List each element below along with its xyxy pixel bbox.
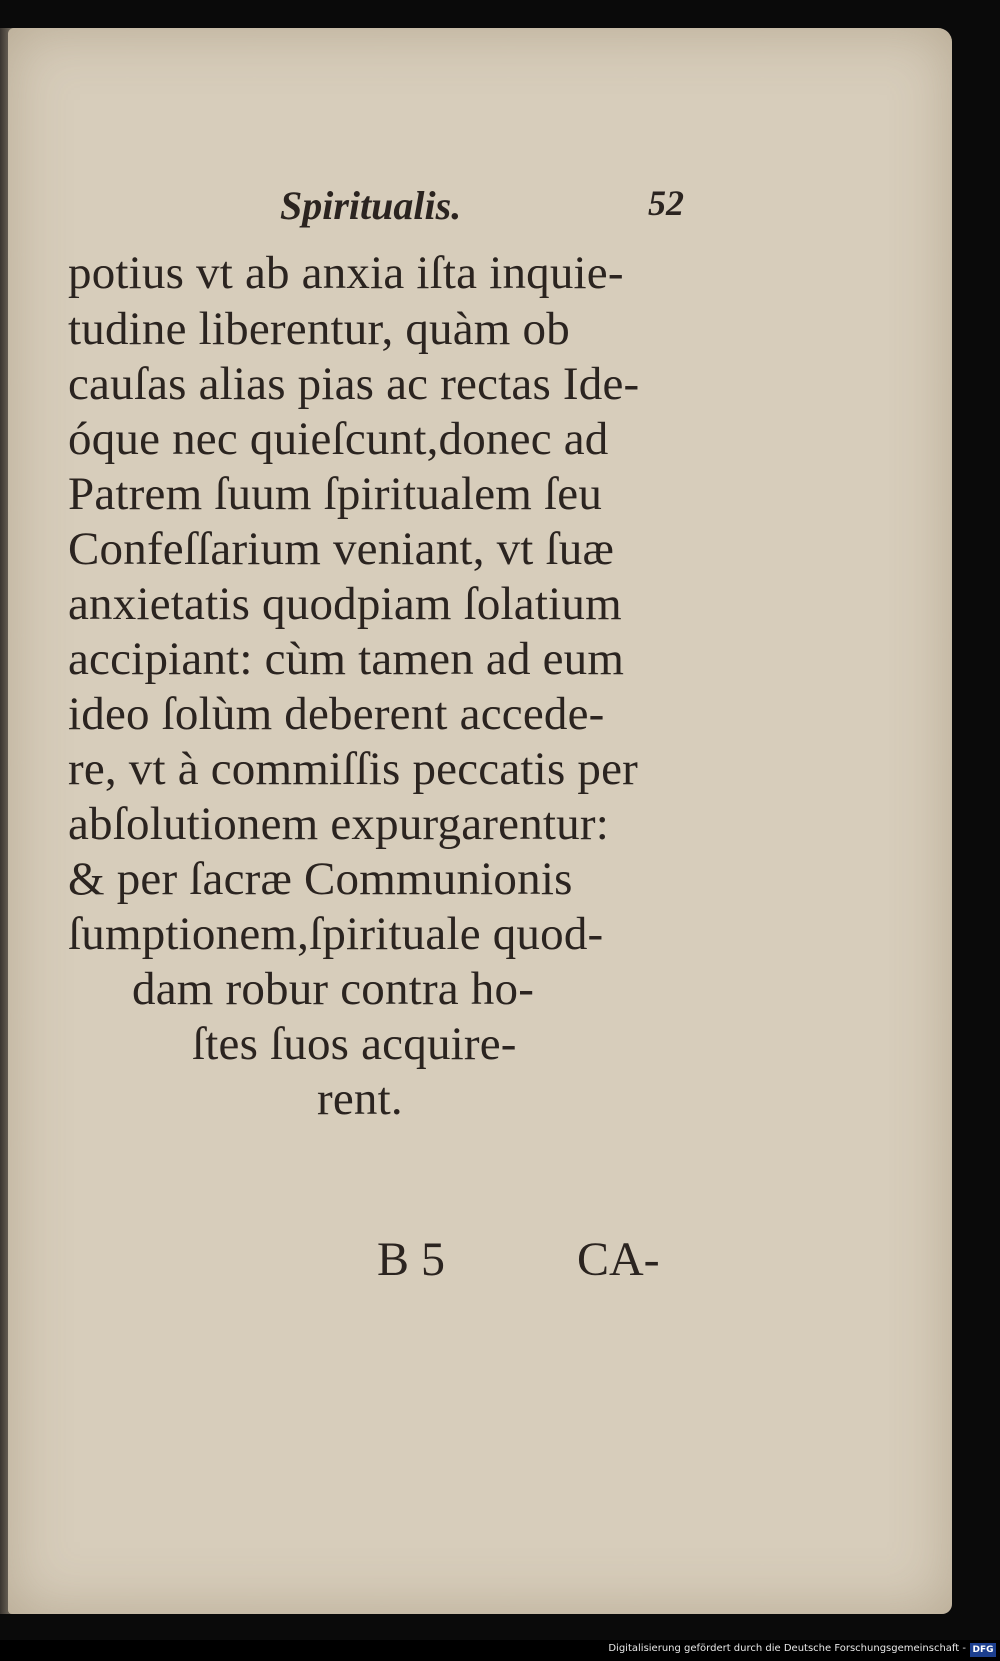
text-line: rent. — [317, 1073, 403, 1125]
text-line: & per ſacræ Communionis — [68, 853, 573, 905]
text-line: abſolutionem expurgarentur: — [68, 798, 609, 850]
text-line: re, vt à commiſſis peccatis per — [68, 743, 638, 795]
dfg-logo: DFG — [970, 1643, 996, 1657]
text-line: ſumptionem,ſpirituale quod- — [68, 908, 604, 960]
text-line: anxietatis quodpiam ſolatium — [68, 578, 622, 630]
catchword: CA- — [577, 1233, 660, 1286]
text-line: Confeſſarium veniant, vt ſuæ — [68, 523, 615, 575]
text-line: potius vt ab anxia iſta inquie- — [68, 247, 624, 299]
text-line: dam robur contra ho- — [132, 963, 535, 1015]
funding-credit: Digitalisierung gefördert durch die Deutsche Forschungsgemeinschaft - — [608, 1643, 966, 1654]
text-line: cauſas alias pias ac rectas Ide- — [68, 358, 640, 410]
text-line: ideo ſolùm deberent accede- — [68, 688, 605, 740]
text-line: tudine liberentur, quàm ob — [68, 303, 570, 355]
text-line: Patrem ſuum ſpiritualem ſeu — [68, 468, 603, 520]
text-line: óque nec quieſcunt,donec ad — [68, 413, 609, 465]
text-line: ſtes ſuos acquire- — [192, 1018, 517, 1070]
running-head: Spiritualis. — [280, 183, 462, 228]
signature-mark: B 5 — [377, 1233, 446, 1286]
text-line: accipiant: cùm tamen ad eum — [68, 633, 625, 685]
page-number: 52 — [648, 183, 684, 223]
